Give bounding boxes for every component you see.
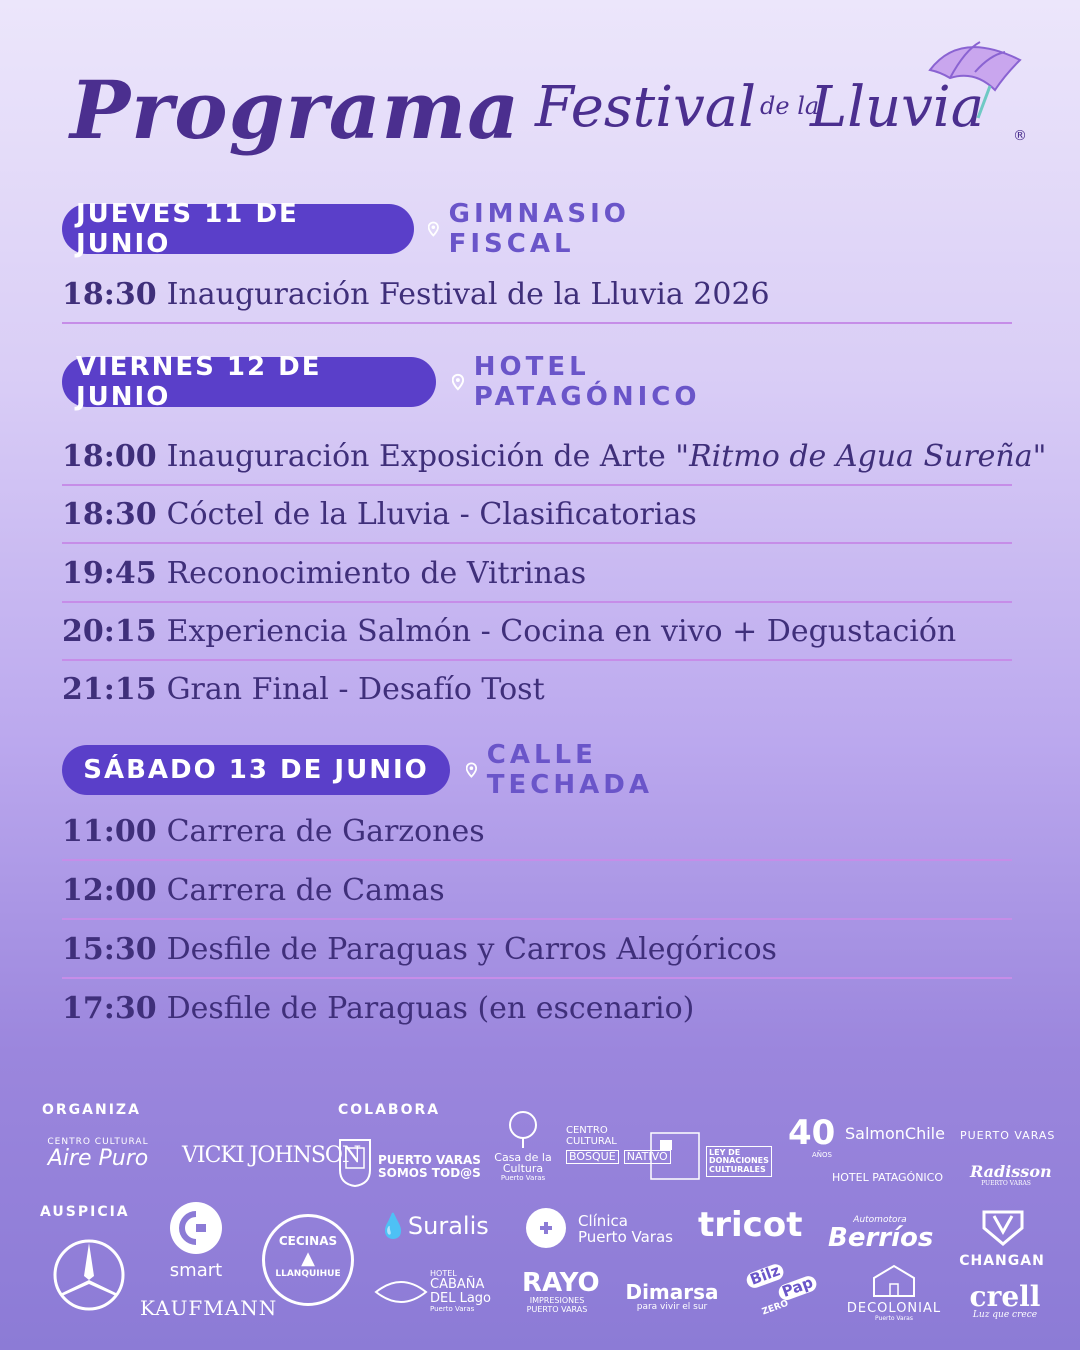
suralis-logo <box>378 1214 489 1239</box>
kaufmann-logo: KAUFMANN <box>140 1296 278 1320</box>
radisson-name: Radisson <box>970 1162 1052 1181</box>
salmon-40-logo: 40 <box>788 1113 836 1153</box>
tricot-logo: tricot <box>698 1205 803 1245</box>
radisson-logo <box>970 1162 1052 1187</box>
event-time: 18:00 <box>62 438 157 474</box>
event-row <box>62 603 1012 661</box>
tree-icon <box>503 1110 543 1148</box>
event-title-emphasis: Ritmo de Agua Sureña <box>689 438 1033 474</box>
cabana-wave-icon <box>374 1270 428 1314</box>
clinica-sub: Puerto Varas <box>578 1227 673 1246</box>
event-title: Desfile de Paraguas y Carros Alegóricos <box>166 931 777 967</box>
changan-icon <box>978 1208 1028 1248</box>
de-la-word: de la <box>760 92 820 120</box>
hotel-cabana-top: HOTEL <box>430 1269 457 1278</box>
hotel-cabana-logo <box>430 1270 491 1313</box>
cabana-sub: Puerto Varas <box>430 1304 475 1313</box>
venue-label: GIMNASIO FISCAL <box>448 199 630 259</box>
rayo-name: RAYO <box>522 1268 600 1298</box>
crell-sub: Luz que crece <box>972 1310 1038 1321</box>
event-row <box>62 428 1047 486</box>
event-row <box>62 486 1012 544</box>
decolonial-logo <box>846 1302 942 1322</box>
venue-label: CALLE TECHADA <box>486 740 653 800</box>
donaciones: DONACIONES <box>709 1156 769 1166</box>
bosque-nativo-logo <box>566 1125 668 1164</box>
organiza-label: ORGANIZA <box>42 1102 141 1118</box>
day-pill: JUEVES 11 DE JUNIO <box>62 204 414 254</box>
event-time: 12:00 <box>62 872 157 908</box>
mercedes-benz-icon <box>52 1238 126 1312</box>
header <box>70 63 1030 170</box>
clinica-name: Clínica <box>578 1212 628 1230</box>
smart-logo: smart <box>169 1260 223 1281</box>
bilz-name: Bilz <box>744 1262 786 1290</box>
rayo-sub1: IMPRESIONES <box>529 1296 585 1306</box>
radisson-sub: PUERTO VARAS <box>981 1179 1031 1187</box>
cabana-name: CABAÑA <box>430 1277 485 1293</box>
day-pill: SÁBADO 13 DE JUNIO <box>62 745 450 795</box>
drop-icon: 💧 <box>378 1212 408 1240</box>
event-row <box>62 921 1012 979</box>
event-row <box>62 803 1012 861</box>
salmonchile-logo: SalmonChile <box>845 1124 945 1143</box>
colabora-label: COLABORA <box>338 1102 441 1118</box>
event-row <box>62 545 1012 603</box>
venue-label: HOTEL PATAGÓNICO <box>473 352 701 412</box>
auspicia-label: AUSPICIA <box>40 1204 130 1220</box>
event-row <box>62 266 1012 324</box>
venue <box>428 199 637 259</box>
vicki-johnson-logo: VICKI JOHNSON <box>182 1143 361 1168</box>
pap-name: Pap <box>776 1274 818 1302</box>
event-time: 19:45 <box>62 555 157 591</box>
clinica-logo <box>578 1214 673 1246</box>
aire-puro-top: CENTRO CULTURAL <box>47 1137 149 1147</box>
event-title <box>167 439 1047 474</box>
berrios-name: Berríos <box>828 1223 934 1254</box>
casa-cultura-logo <box>494 1110 552 1182</box>
culturales: CULTURALES <box>709 1164 766 1174</box>
puerto-varas-name: PUERTO VARAS <box>378 1153 481 1167</box>
crell-name: crell <box>969 1280 1041 1313</box>
location-pin-icon <box>428 217 439 241</box>
crell-logo <box>962 1282 1048 1321</box>
dimarsa-name: Dimarsa <box>625 1280 719 1304</box>
decolonial-name: DECOLONIAL <box>846 1301 942 1316</box>
event-row <box>62 862 1012 920</box>
event-title: Desfile de Paraguas (en escenario) <box>166 990 695 1026</box>
changan-logo: CHANGAN <box>959 1253 1045 1269</box>
casa-cultura-name: Casa de la Cultura <box>494 1150 552 1176</box>
decolonial-sub: Puerto Varas <box>875 1314 913 1322</box>
puerto-varas-shield-icon <box>338 1136 372 1188</box>
day-pill: VIERNES 12 DE JUNIO <box>62 357 436 407</box>
event-title: Carrera de Garzones <box>166 813 485 849</box>
ley-de: LEY DE <box>709 1148 741 1157</box>
lluvia-word: Lluvia <box>810 75 985 140</box>
event-title: Carrera de Camas <box>166 872 445 908</box>
event-time: 17:30 <box>62 990 157 1026</box>
casa-cultura-sub: Puerto Varas <box>500 1173 546 1182</box>
event-title: Gran Final - Desafío Tost <box>166 671 545 707</box>
sponsors-section <box>0 1090 1080 1350</box>
registered-mark: ® <box>1013 128 1027 144</box>
dimarsa-sub: para vivir el sur <box>636 1302 708 1312</box>
zero-name: ZERO <box>760 1298 790 1318</box>
bosque-top: CENTRO CULTURAL <box>566 1125 617 1147</box>
clinica-cross-icon <box>522 1206 570 1250</box>
venue <box>466 740 660 800</box>
bosque-name: BOSQUE <box>566 1150 619 1164</box>
event-title: Experiencia Salmón - Cocina en vivo + Degustación <box>166 613 957 649</box>
aire-puro-logo <box>38 1138 158 1171</box>
berrios-logo <box>828 1216 932 1253</box>
salmon-anos: AÑOS <box>812 1151 832 1159</box>
festival-word: Festival <box>535 75 757 140</box>
event-time: 21:15 <box>62 671 157 707</box>
venue <box>452 352 707 412</box>
ley-donaciones-logo <box>706 1146 772 1177</box>
event-time: 11:00 <box>62 813 157 849</box>
event-title-pre: Inauguración Exposición de Arte " <box>166 438 690 474</box>
automotora-name: Automotora <box>853 1215 907 1225</box>
llanquihue-name: LLANQUIHUE <box>275 1269 341 1280</box>
event-time: 18:30 <box>62 276 157 312</box>
event-title: Reconocimiento de Vitrinas <box>166 555 587 591</box>
page-title: Programa <box>70 63 521 157</box>
ministerio-icon <box>650 1132 700 1180</box>
somos-todos: SOMOS TOD@S <box>378 1165 481 1180</box>
event-row <box>62 661 1012 717</box>
rayo-logo <box>522 1268 600 1314</box>
nativo-name: NATIVO <box>624 1150 671 1164</box>
del-lago-name: DEL Lago <box>430 1291 492 1307</box>
event-title-post: " <box>1032 438 1047 474</box>
puerto-varas-2-logo: PUERTO VARAS <box>960 1129 1056 1142</box>
event-time: 20:15 <box>62 613 157 649</box>
dimarsa-logo <box>622 1282 722 1312</box>
cecinas-llanquihue-logo <box>262 1214 354 1306</box>
event-time: 15:30 <box>62 931 157 967</box>
puerto-varas-logo <box>378 1154 481 1179</box>
bilz-pap-logo <box>746 1261 816 1328</box>
suralis-name: Suralis <box>407 1212 489 1240</box>
cecinas-name: CECINAS <box>278 1234 338 1248</box>
event-title: Inauguración Festival de la Lluvia 2026 <box>166 276 770 312</box>
hotel-patagonico-logo: HOTEL PATAGÓNICO <box>832 1171 944 1184</box>
event-time: 18:30 <box>62 496 157 532</box>
location-pin-icon <box>466 758 477 782</box>
event-title: Cóctel de la Lluvia - Clasificatorias <box>166 496 697 532</box>
house-icon <box>872 1264 916 1298</box>
event-row <box>62 980 1012 1036</box>
mountain-icon: ▲ <box>301 1247 315 1269</box>
location-pin-icon <box>452 370 464 394</box>
aire-puro-name: Aire Puro <box>47 1146 149 1172</box>
rayo-sub2: PUERTO VARAS <box>526 1304 588 1314</box>
festival-logo <box>535 30 1035 180</box>
smart-icon <box>166 1200 226 1256</box>
